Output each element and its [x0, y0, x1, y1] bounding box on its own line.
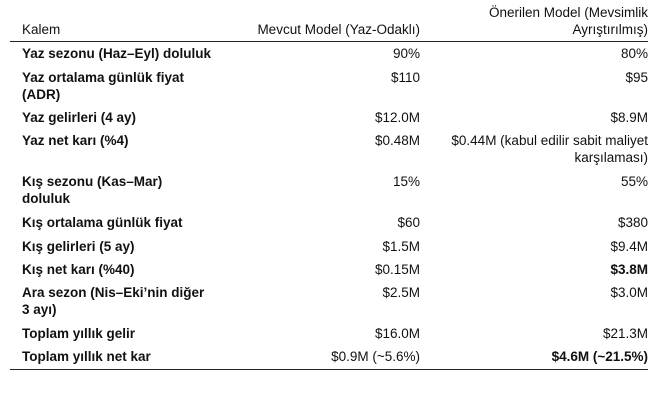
row-current-value: $60	[397, 215, 420, 230]
row-label: Ara sezon (Nis–Eki’nin diğer 3 ayı)	[22, 285, 205, 317]
table-row	[10, 42, 648, 66]
table-row	[10, 210, 648, 234]
row-proposed-value: $95	[625, 70, 648, 85]
row-proposed-value: $9.4M	[610, 239, 648, 254]
row-proposed-value: 80%	[620, 46, 648, 61]
row-current-value: $110	[390, 70, 420, 85]
row-proposed-value: $0.44M (kabul edilir sabit maliyet karşılaması)	[451, 133, 648, 165]
row-proposed-value: $8.9M	[610, 110, 648, 125]
table-row	[10, 258, 648, 281]
row-proposed-value: $3.8M	[610, 262, 648, 277]
row-proposed-value: $380	[617, 215, 648, 230]
table-row	[10, 169, 648, 210]
header-proposed-model: Önerilen Model (Mevsimlik Ayrıştırılmış)	[420, 4, 648, 42]
table-row	[10, 321, 648, 345]
table-row	[10, 129, 648, 169]
row-current-value: $2.5M	[382, 285, 420, 300]
row-current-value: $0.9M (~5.6%)	[220, 345, 420, 370]
row-label: Kış net karı (%40)	[22, 262, 135, 277]
header-current-model: Mevcut Model (Yaz-Odaklı)	[220, 4, 420, 42]
table-row	[10, 281, 648, 321]
row-proposed-value: 55%	[620, 174, 648, 189]
row-label: Kış ortalama günlük fiyat	[22, 215, 183, 230]
row-proposed-value: $21.3M	[602, 326, 648, 341]
row-label: Yaz gelirleri (4 ay)	[22, 110, 137, 125]
table-row	[10, 345, 648, 370]
row-label: Yaz sezonu (Haz–Eyl) doluluk	[22, 46, 212, 61]
row-label: Toplam yıllık net kar	[10, 345, 220, 370]
row-current-value: $0.48M	[374, 133, 420, 148]
table-row	[10, 65, 648, 106]
row-proposed-value: $3.0M	[610, 285, 648, 300]
row-label: Yaz ortalama günlük fiyat (ADR)	[22, 70, 185, 102]
row-current-value: $1.5M	[382, 239, 420, 254]
row-current-value: $16.0M	[374, 326, 420, 341]
comparison-table	[10, 4, 648, 370]
header-row	[10, 4, 648, 42]
row-label: Toplam yıllık gelir	[22, 326, 136, 341]
row-current-value: $12.0M	[374, 110, 420, 125]
table-row	[10, 234, 648, 258]
header-label: Kalem	[10, 4, 220, 42]
row-current-value: 90%	[392, 46, 420, 61]
row-current-value: $0.15M	[374, 262, 420, 277]
row-label: Kış gelirleri (5 ay)	[22, 239, 135, 254]
table-row	[10, 106, 648, 129]
row-current-value: 15%	[392, 174, 420, 189]
row-label: Yaz net karı (%4)	[22, 133, 129, 148]
row-label: Kış sezonu (Kas–Mar) doluluk	[22, 174, 163, 206]
row-proposed-value: $4.6M (~21.5%)	[420, 345, 648, 370]
